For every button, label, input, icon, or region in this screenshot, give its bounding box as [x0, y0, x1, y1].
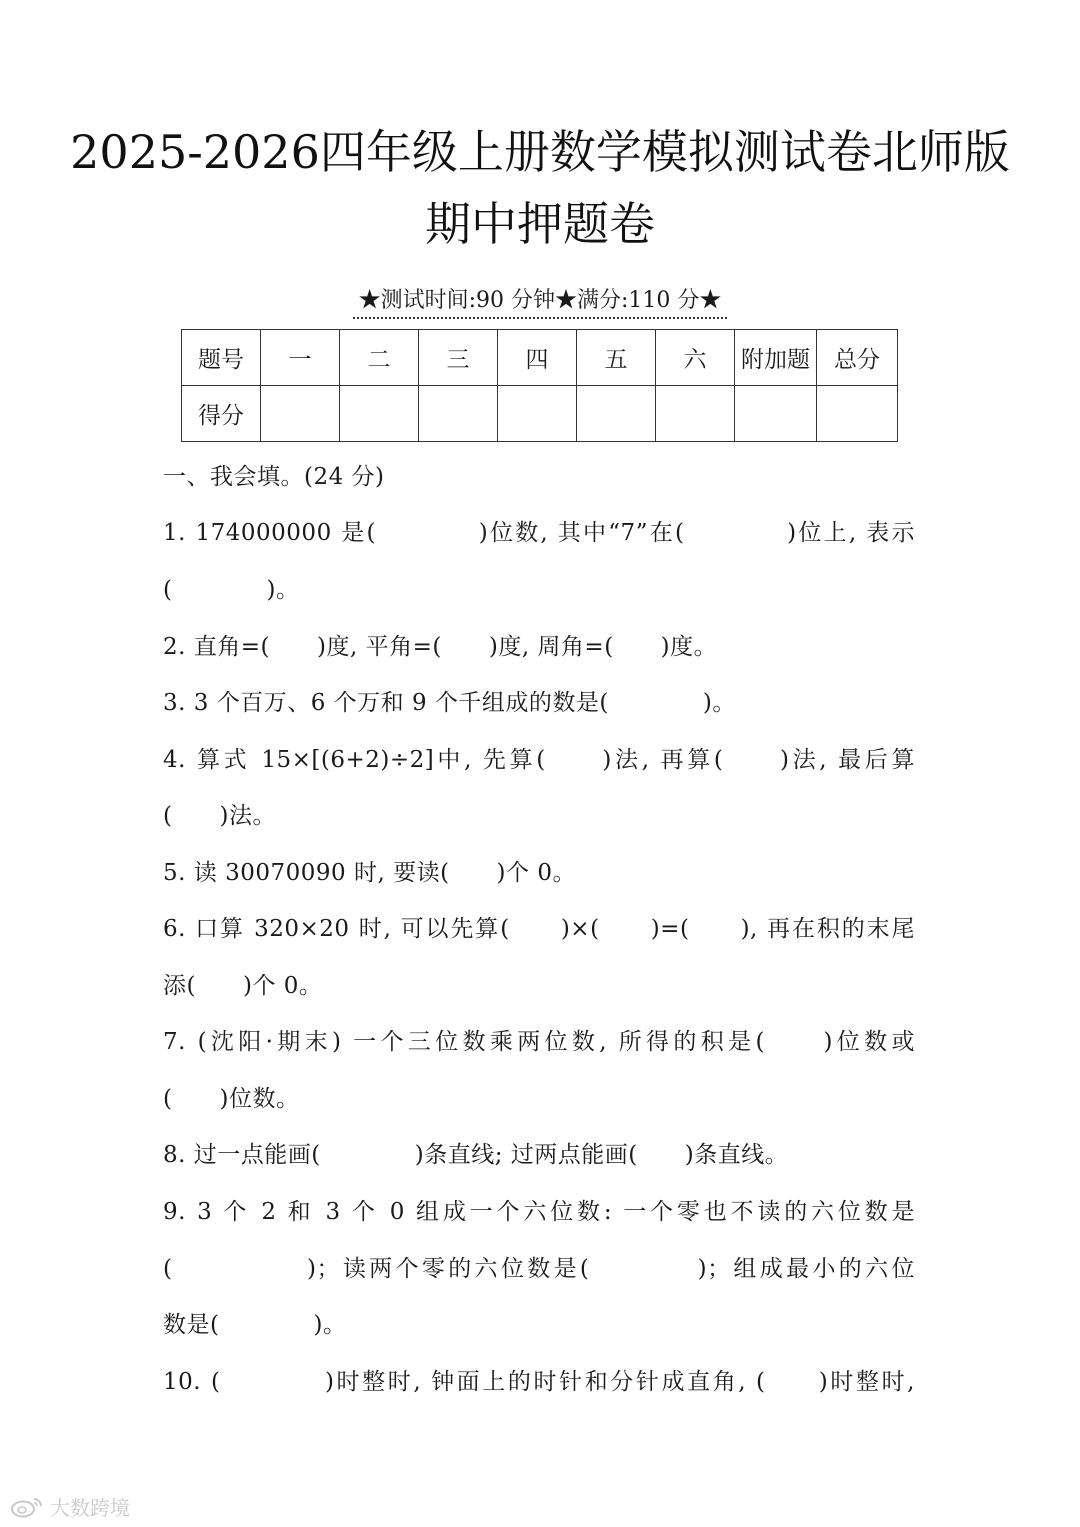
score-header-cell: 题号	[182, 330, 261, 386]
score-header-cell: 六	[656, 330, 735, 386]
score-cell[interactable]	[656, 386, 735, 442]
question-line: ( )。	[163, 577, 300, 603]
score-header-cell: 三	[419, 330, 498, 386]
question-line: 3. 3 个百万、6 个万和 9 个千组成的数是( )。	[163, 690, 736, 716]
page-title: 2025-2026四年级上册数学模拟测试卷北师版	[70, 125, 1010, 179]
question-line: 8. 过一点能画( )条直线; 过两点能画( )条直线。	[163, 1142, 789, 1168]
score-cell[interactable]	[261, 386, 340, 442]
score-cell[interactable]	[817, 386, 898, 442]
question-line: 7. (沈阳·期末) 一个三位数乘两位数, 所得的积是( )位数或	[163, 1029, 915, 1055]
exam-meta-text: ★测试时间:90 分钟★满分:110 分★	[353, 283, 728, 319]
question-line: 添( )个 0。	[163, 973, 323, 999]
question-line: ( )；读两个零的六位数是( )；组成最小的六位	[163, 1256, 915, 1282]
score-cell[interactable]	[735, 386, 817, 442]
question-line: ( )法。	[163, 803, 276, 829]
question-line: ( )位数。	[163, 1086, 300, 1112]
weibo-logo-icon	[10, 1496, 44, 1518]
score-table-header-row	[182, 330, 898, 386]
question-line: 6. 口算 320×20 时, 可以先算( )×( )=( ), 再在积的末尾	[163, 916, 915, 942]
watermark-text: 大数跨境	[50, 1496, 130, 1520]
watermark	[10, 1492, 130, 1521]
score-header-cell: 附加题	[735, 330, 817, 386]
score-header-cell: 五	[577, 330, 656, 386]
question-line: 10. ( )时整时, 钟面上的时针和分针成直角, ( )时整时,	[163, 1369, 915, 1395]
score-header-cell: 四	[498, 330, 577, 386]
score-table-score-row	[182, 386, 898, 442]
score-cell[interactable]	[498, 386, 577, 442]
score-table	[181, 329, 898, 442]
question-line: 数是( )。	[163, 1312, 347, 1338]
question-line: 5. 读 30070090 时, 要读( )个 0。	[163, 860, 576, 886]
question-line: 9. 3 个 2 和 3 个 0 组成一个六位数: 一个零也不读的六位数是	[163, 1199, 915, 1225]
question-line: 2. 直角=( )度, 平角=( )度, 周角=( )度。	[163, 634, 718, 660]
score-cell[interactable]	[340, 386, 419, 442]
score-cell[interactable]	[419, 386, 498, 442]
score-header-cell: 二	[340, 330, 419, 386]
question-line: 4. 算式 15×[(6+2)÷2]中, 先算( )法, 再算( )法, 最后算	[163, 747, 915, 773]
exam-meta	[0, 283, 1080, 319]
page-subtitle: 期中押题卷	[425, 197, 655, 251]
score-header-cell: 总分	[817, 330, 898, 386]
score-header-cell: 一	[261, 330, 340, 386]
score-cell[interactable]	[577, 386, 656, 442]
section-heading: 一、我会填。(24 分)	[163, 464, 385, 490]
score-row-label: 得分	[182, 386, 261, 442]
question-line: 1. 174000000 是( )位数, 其中“7”在( )位上, 表示	[163, 520, 915, 546]
